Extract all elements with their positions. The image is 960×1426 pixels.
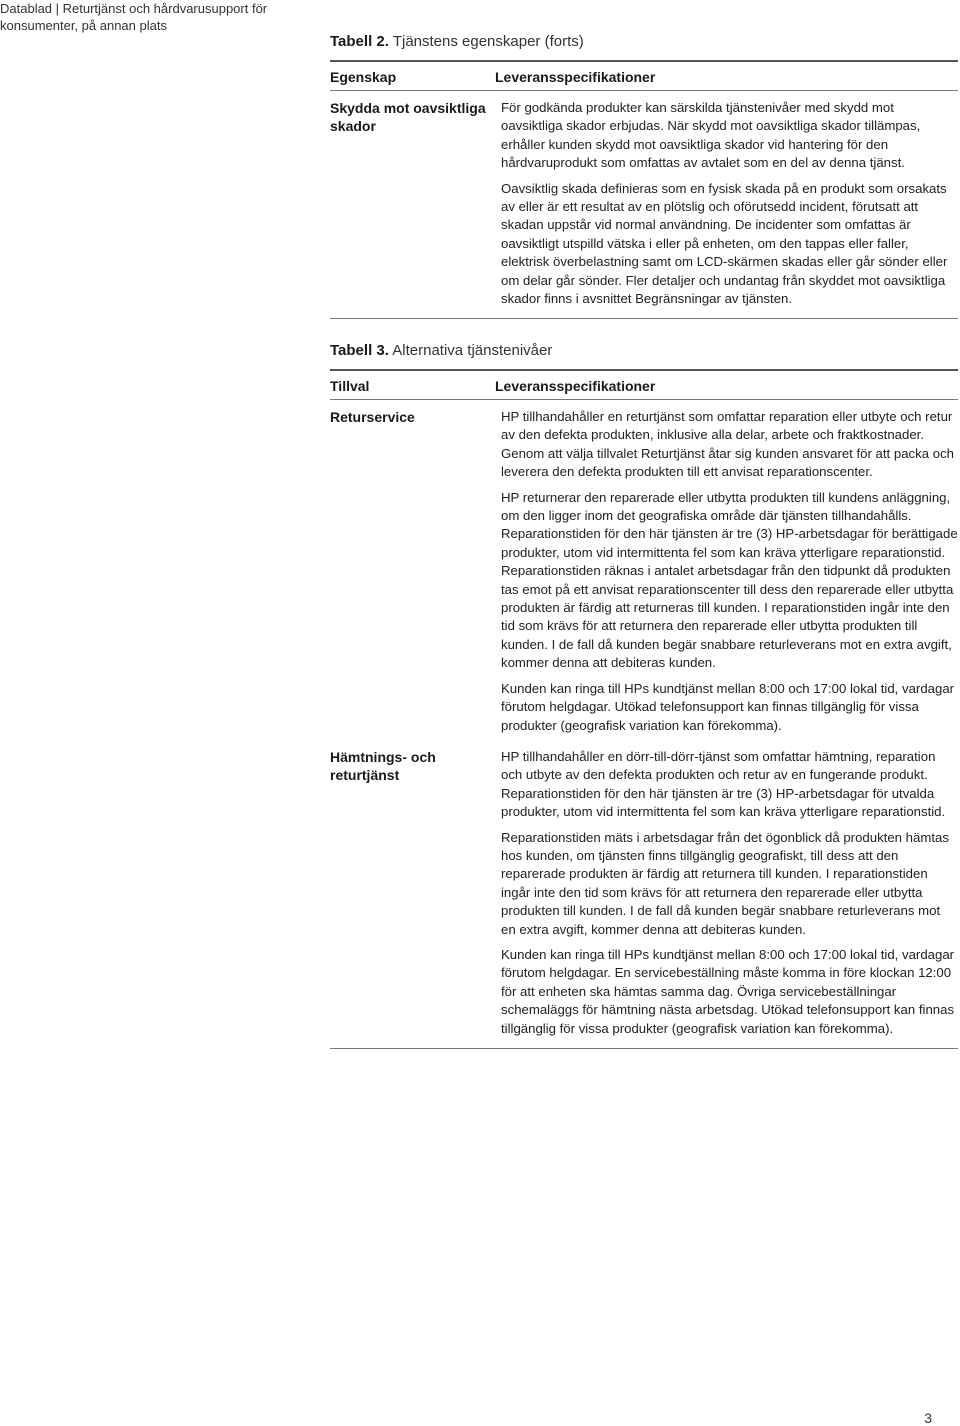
document-header: [0, 0, 267, 34]
table-3-bottom-rule: [330, 1048, 958, 1049]
paragraph: För godkända produkter kan särskilda tjänstenivåer med skydd mot oavsiktliga skador erbjudas. När skydd mot oavsiktliga skador tillämpas, erhåller kunden skydd mot oavsiktliga skador vid hantering för den hårdvaruprodukt som omfattas av avtalet som en del av denna tjänst.: [501, 100, 921, 171]
row-content: [501, 748, 958, 1045]
row-label-return-service: Returservice: [330, 409, 415, 425]
paragraph: HP tillhandahåller en dörr-till-dörr-tjänst som omfattar hämtning, reparation och utbyte av den defekta produkten och retur av en fungerande produkt. Reparationstiden för den här tjänsten är tre (3) HP-arbetsdagar för utvalda produkter, utom vid intermittenta fel som kan kräva ytterligare reparationstid.: [501, 748, 946, 820]
table-2-caption-text: Tjänstens egenskaper (forts): [388, 33, 584, 50]
paragraph: Kunden kan ringa till HPs kundtjänst mellan 8:00 och 17:00 lokal tid, vardagar förutom helgdagar. Utökad telefonsupport kan finnas tillgänglig för vissa produkter (geografisk variation kan förekomma).: [501, 680, 955, 733]
table-3-header-option: Tillval: [330, 378, 370, 394]
paragraph: HP tillhandahåller en returtjänst som omfattar reparation eller utbyte och retur av den defekta produkten, inklusive alla delar, arbete och fraktkostnader. Genom att välja tillvalet Returtjänst åtar sig kunden ansvaret för att packa och leverera den defekta produkten till ett anvisat reparationscenter.: [501, 409, 955, 480]
table-2-caption: [330, 32, 958, 52]
table-2-header-row: [330, 62, 958, 90]
row-label-pickup-return: Hämtnings- och returtjänst: [330, 748, 436, 783]
table-2: [330, 32, 958, 319]
paragraph: HP returnerar den reparerade eller utbytta produkten till kundens anläggning, om den ligger inom det geografiska område där tjänsten tillhandahålls. Reparationstiden för den här tjänsten är tre (3) HP-arbetsdagar för berättigade produkter, utom vid intermittenta fel som kan kräva ytterligare reparationstid. Reparationstiden räknas i antalet arbetsdagar från den tidpunkt då produkten tas emot på ett anvisat reparationscenter till dess den reparerade eller utbytta produkten är färdig att returneras till kunden. I reparationstiden ingår inte den tid som krävs för att returnera den reparerade eller utbytta produkten till kunden. I de fall då kunden begär snabbare returleverans mot en extra avgift, kommer denna att debiteras kunden.: [501, 489, 958, 671]
row-content: [501, 99, 958, 315]
table-3-header-row: [330, 371, 958, 399]
paragraph: Kunden kan ringa till HPs kundtjänst mellan 8:00 och 17:00 lokal tid, vardagar förutom helgdagar. En servicebeställning måste komma in före klockan 12:00 för att enheten ska hämtas samma dag. Övriga servicebeställningar schemaläggs för hämtning nästa arbetsdag. Utökad telefonsupport kan finnas tillgänglig för vissa produkter (geografisk variation kan förekomma).: [501, 946, 955, 1036]
header-line-1: Datablad | Returtjänst och hårdvarusupport för: [0, 1, 268, 16]
table-2-header-property: Egenskap: [330, 69, 397, 85]
table-2-bottom-rule: [330, 318, 958, 319]
row-content: [501, 408, 958, 742]
row-label-accidental-damage: Skydda mot oavsiktliga skador: [330, 100, 486, 134]
table-row: [330, 91, 958, 315]
table-3-caption-text: Alternativa tjänstenivåer: [388, 342, 553, 359]
paragraph: Reparationstiden mäts i arbetsdagar från det ögonblick då produkten hämtas hos kunden, om tjänsten finns tillgänglig geografiskt, till dess att den reparerade produkten är färdig att returnera till kunden. I reparationstiden ingår inte den tid som krävs för att returnera den reparerade eller utbytta produkten till kunden. I de fall då kunden begär snabbare returleverans mot en extra avgift, kommer denna att debiteras kunden.: [501, 829, 949, 937]
table-row: [330, 742, 958, 1045]
table-3-header-spec: Leveransspecifikationer: [495, 378, 656, 394]
table-3: [330, 341, 958, 1049]
page-number: 3: [924, 1410, 932, 1426]
header-line-2: konsumenter, på annan plats: [0, 18, 167, 33]
table-3-caption-number: Tabell 3.: [330, 342, 389, 359]
table-2-caption-number: Tabell 2.: [330, 33, 389, 50]
table-row: [330, 400, 958, 742]
table-2-header-spec: Leveransspecifikationer: [495, 69, 656, 85]
paragraph: Oavsiktlig skada definieras som en fysisk skada på en produkt som orsakats av eller är ett resultat av en plötslig och oförutsedd incident, förutsatt att skadan uppstår vid normal användning. De incidenter som omfattas är oavsiktligt utspilld vätska i eller på enheten, om den tappas eller faller, elektrisk överbelastning samt om LCD-skärmen skadas eller går sönder eller om delar går sönder. Fler detaljer och undantag från skyddet mot oavsiktliga skador finns i avsnittet Begränsningar av tjänsten.: [501, 180, 948, 307]
table-3-caption: [330, 341, 958, 361]
